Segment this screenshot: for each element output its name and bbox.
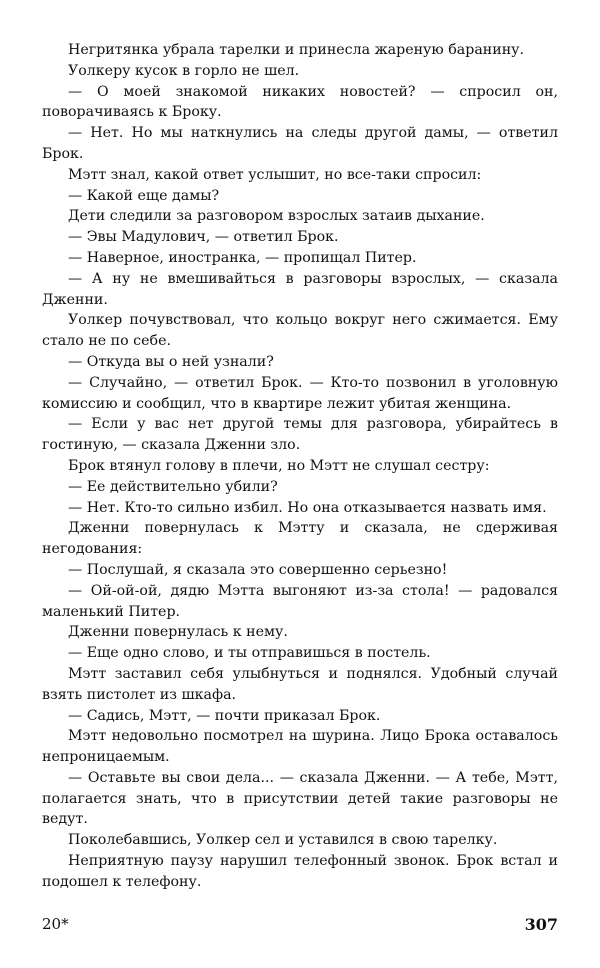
paragraph: Мэтт заставил себя улыбнуться и поднялся. Удобный случай взять пистолет из шкафа. <box>42 665 558 703</box>
page-number: 307 <box>524 915 558 934</box>
paragraph: Негритянка убрала тарелки и принесла жареную баранину. <box>68 42 525 58</box>
paragraph: — Ой-ой-ой, дядю Мэтта выгоняют из-за стола! — радовался маленький Питер. <box>42 582 558 620</box>
paragraph: Мэтт недовольно посмотрел на шурина. Лицо Брока оставалось непроницаемым. <box>42 728 558 766</box>
paragraph: — Случайно, — ответил Брок. — Кто-то позвонил в уголовную комиссию и сообщил, что в квартире лежит убитая женщина. <box>42 374 558 412</box>
paragraph: — Нет. Кто-то сильно избил. Но она отказывается назвать имя. <box>68 499 547 516</box>
paragraph: Поколебавшись, Уолкер сел и уставился в свою тарелку. <box>68 832 498 849</box>
paragraph: — Послушай, я сказала это совершенно серьезно! <box>68 561 448 578</box>
paragraph: — О моей знакомой никаких новостей? — спросил он, поворачиваясь к Броку. <box>42 83 558 121</box>
paragraph: — Оставьте вы свои дела... — сказала Дженни. — А тебе, Мэтт, полагается знать, что в присутствии детей такие разговоры не ведут. <box>42 769 558 828</box>
paragraph: Неприятную паузу нарушил телефонный звонок. Брок встал и подошел к телефону. <box>42 853 558 890</box>
paragraph: — Ее действительно убили? <box>68 478 278 495</box>
paragraph: — Нет. Но мы наткнулись на следы другой дамы, — ответил Брок. <box>42 125 558 162</box>
signature-mark: 20* <box>42 915 69 933</box>
paragraph: Дети следили за разговором взрослых затаив дыхание. <box>68 208 485 225</box>
paragraph: Мэтт знал, какой ответ услышит, но все-таки спросил: <box>68 166 482 183</box>
paragraph: — Какой еще дамы? <box>68 187 220 204</box>
paragraph: Дженни повернулась к Мэтту и сказала, не сдерживая негодования: <box>42 520 558 558</box>
page-footer <box>42 915 558 939</box>
paragraph: Дженни повернулась к нему. <box>68 624 288 641</box>
paragraph: — Если у вас нет другой темы для разговора, убирайтесь в гостиную, — сказала Дженни зло. <box>42 416 558 454</box>
paragraph: — Садись, Мэтт, — почти приказал Брок. <box>68 707 381 724</box>
paragraph: — Еще одно слово, и ты отправишься в постель. <box>68 645 431 662</box>
paragraph: Уолкеру кусок в горло не шел. <box>68 62 300 79</box>
paragraph: — Эвы Мадулович, — ответил Брок. <box>68 229 339 246</box>
paragraph: — А ну не вмешивайться в разговоры взрослых, — сказала Дженни. <box>42 270 558 308</box>
paragraph: — Наверное, иностранка, — пропищал Питер. <box>68 249 417 266</box>
paragraph: Уолкер почувствовал, что кольцо вокруг него сжимается. Ему стало не по себе. <box>42 312 558 350</box>
paragraph: Брок втянул голову в плечи, но Мэтт не слушал сестру: <box>68 457 490 474</box>
paragraph: — Откуда вы о ней узнали? <box>68 353 274 370</box>
page-body <box>42 40 558 893</box>
